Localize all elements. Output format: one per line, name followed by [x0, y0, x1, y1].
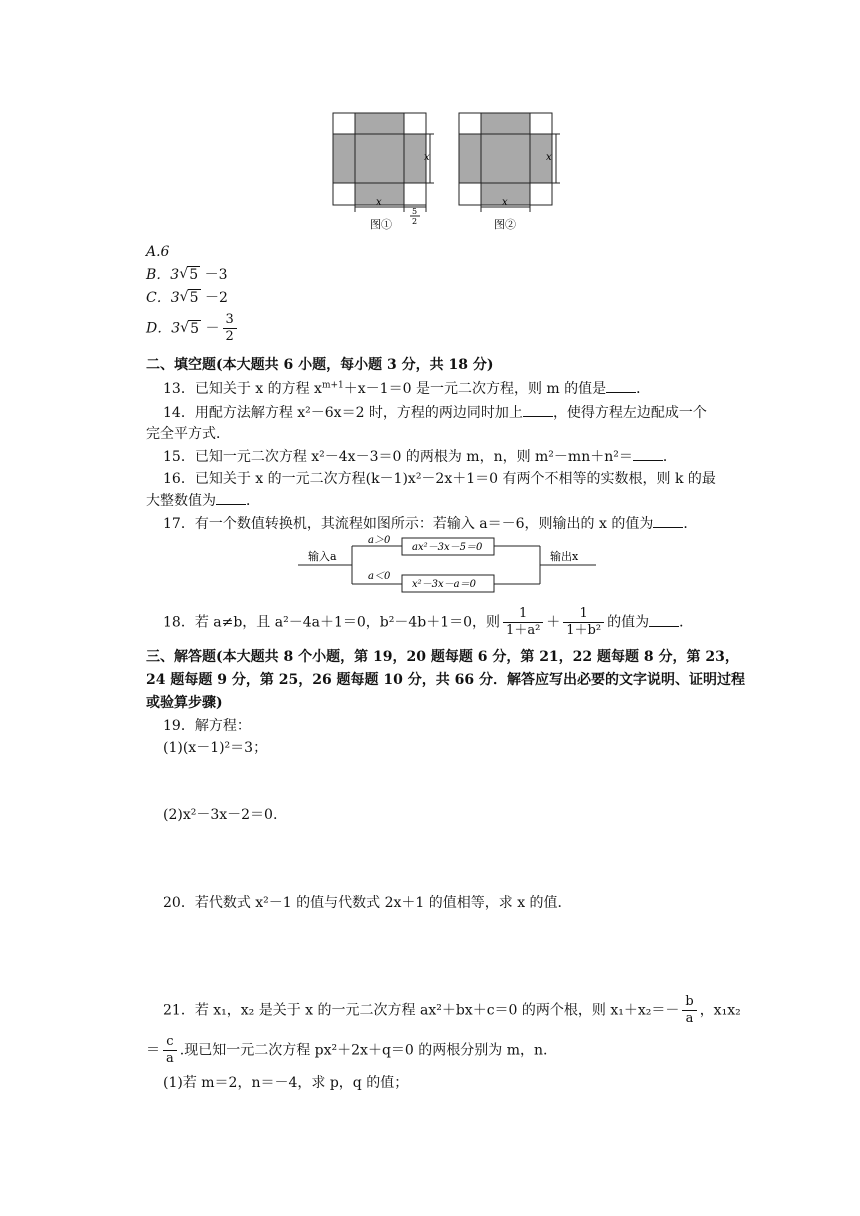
option-a: A.6 [146, 244, 170, 260]
question-19-part2: (2)x²－3x－2＝0. [163, 807, 278, 823]
fig1-caption: 图① [370, 218, 392, 231]
flow-chart [296, 534, 600, 596]
flow-cond-bottom: a＜0 [368, 571, 391, 582]
flow-cond-top: a＞0 [368, 535, 391, 546]
question-19-part1: (1)(x－1)²＝3； [163, 740, 268, 756]
section3-heading-line3: 或验算步骤) [146, 695, 223, 711]
question-21-line1: 21．若 x₁，x₂ 是关于 x 的一元二次方程 ax²＋bx＋c＝0 的两个根，则 x₁＋x₂＝－ $\frac{b}{a}$ ，x₁x₂ [163, 994, 741, 1026]
fig1-x-label-h: x [376, 197, 382, 208]
question-19: 19．解方程： [163, 718, 251, 734]
question-21-line2: ＝ $\frac{c}{a}$ .现已知一元二次方程 px²＋2x＋q＝0 的两根分别为 m，n. [146, 1034, 548, 1066]
section2-heading: 二、填空题(本大题共 6 小题，每小题 3 分，共 18 分) [146, 357, 494, 373]
fig2-x-label-h: x [502, 197, 508, 208]
question-16-line2: 大整数值为 ． [146, 493, 260, 509]
question-15: 15．已知一元二次方程 x²－4x－3＝0 的两根为 m，n，则 m²－mn＋n²＝ ． [163, 449, 677, 465]
option-b: B．3√ 5 －3 [146, 266, 228, 284]
question-18: 18．若 a≠b，且 a²－4a＋1＝0，b²－4b＋1＝0，则 $\frac{1}{\text{1＋a²}}$ ＋ $\frac{1}{\text{1＋b²}}$ 的值为 ． [163, 606, 694, 638]
figure-2 [456, 108, 566, 238]
question-14-line1: 14．用配方法解方程 x²－6x＝2 时，方程的两边同时加上 ，使得方程左边配成一个 [163, 405, 707, 421]
section3-heading-line1: 三、解答题(本大题共 8 个小题，第 19，20 题每题 6 分，第 21，22 题每题 8 分，第 23， [146, 649, 739, 665]
fig1-x-label-v: x [424, 152, 430, 163]
flow-input: 输入a [308, 550, 337, 563]
flow-output: 输出x [550, 550, 579, 563]
section3-heading-line2: 24 题每题 9 分，第 25，26 题每题 10 分，共 66 分．解答应写出必要的文字说明、证明过程 [146, 672, 746, 688]
question-13: 13．已知关于 x 的方程 $x^{m+1}+x-1=0$ 是一元二次方程，则 m 的值是 ． [163, 380, 651, 397]
question-14-line2: 完全平方式． [146, 426, 230, 442]
question-16-line1: 16．已知关于 x 的一元二次方程(k－1)x²－2x＋1＝0 有两个不相等的实数根，则 k 的最 [163, 471, 716, 487]
fig1-frac-num: 5 [412, 207, 418, 216]
fig2-caption: 图② [494, 218, 516, 231]
flow-eq-bottom: x²－3x－a＝0 [412, 579, 476, 590]
question-20: 20．若代数式 x²－1 的值与代数式 2x＋1 的值相等，求 x 的值． [163, 895, 572, 911]
flow-eq-top: ax²－3x－5＝0 [412, 542, 483, 553]
option-c: C．3√ 5 －2 [146, 289, 228, 307]
figure-1 [330, 108, 450, 238]
question-17: 17．有一个数值转换机，其流程如图所示：若输入 a＝－6，则输出的 x 的值为 ． [163, 516, 698, 532]
fig2-x-label-v: x [546, 152, 552, 163]
option-d: D．3√ 5 － $\frac{3}{2}$ [146, 312, 240, 345]
fig1-frac-den: 2 [412, 217, 418, 226]
question-21-part1: (1)若 m＝2，n＝－4，求 p，q 的值； [163, 1075, 409, 1091]
